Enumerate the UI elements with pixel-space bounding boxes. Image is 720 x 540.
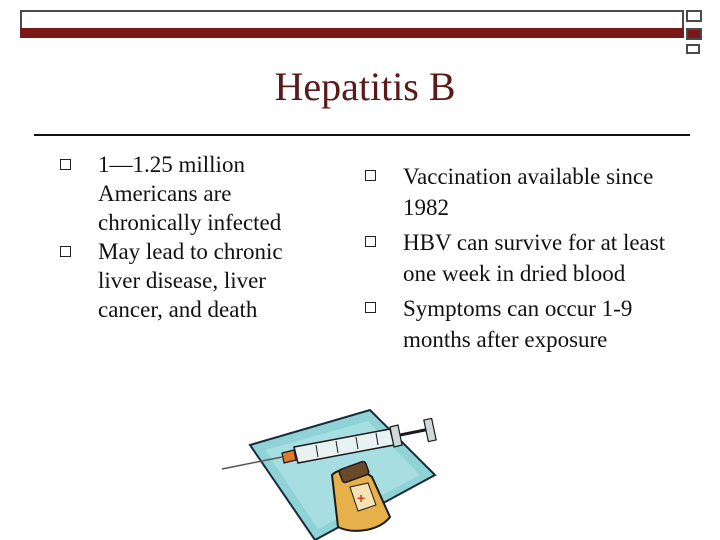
bullet-text: 1—1.25 million Americans are chronically infected [98, 152, 282, 235]
hollow-square-bullet-icon [60, 159, 71, 170]
bullet-text: May lead to chronic liver disease, liver cancer, and death [98, 239, 283, 322]
hollow-square-bullet-icon [365, 302, 376, 313]
list-item [365, 227, 685, 289]
corner-square-bottom [686, 44, 700, 54]
top-decor-band [20, 28, 684, 38]
hollow-square-bullet-icon [365, 170, 376, 181]
slide-title: Hepatitis B [274, 64, 456, 109]
svg-text:+: + [357, 490, 366, 506]
hollow-square-bullet-icon [365, 236, 376, 247]
left-bullet-list [60, 150, 310, 324]
corner-square-middle [686, 28, 702, 40]
title-divider [34, 134, 690, 136]
bullet-text: HBV can survive for at least one week in dried blood [403, 230, 666, 286]
right-bullet-list [365, 161, 685, 355]
list-item [365, 293, 685, 355]
syringe-vial-clipart [220, 405, 460, 540]
list-item [60, 150, 310, 237]
bullet-text: Symptoms can occur 1-9 months after exposure [403, 296, 633, 352]
list-item [60, 237, 310, 324]
hollow-square-bullet-icon [60, 246, 71, 257]
bullet-text: Vaccination available since 1982 [403, 164, 654, 220]
list-item [365, 161, 685, 223]
corner-square-top [686, 10, 702, 22]
